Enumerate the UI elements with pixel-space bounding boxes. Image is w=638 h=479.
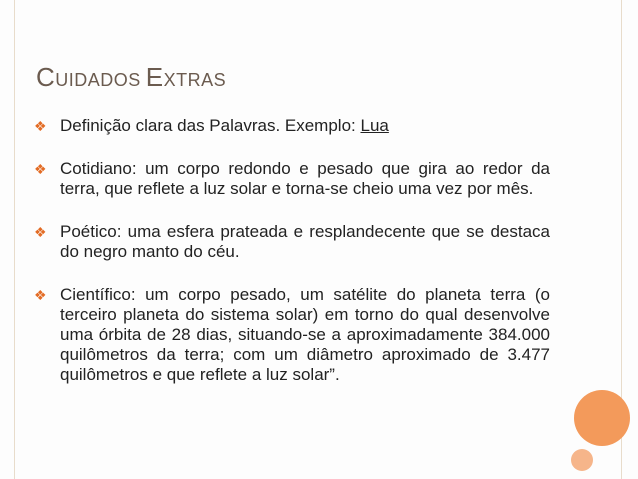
title-rest-1: UIDADOS: [55, 70, 141, 90]
bullet-text: Científico: um corpo pesado, um satélite do planeta terra (o terceiro planeta do sistema solar) em torno do qual desenvolve uma órbita de 28 dias, situando-se a aproximadamente 384.000 quilômetros da terra; com um diâmetro aproximado de 3.477 quilômetros e que reflete a luz solar”.: [60, 285, 550, 384]
title-initial-1: C: [36, 62, 56, 92]
bullet-item-cientifico: [34, 285, 550, 385]
decorative-orb-small: [571, 449, 593, 471]
bullet-text: Cotidiano: um corpo redondo e pesado que gira ao redor da terra, que reflete a luz solar e torna-se cheio uma vez por mês.: [60, 159, 550, 198]
bullet-marker-icon: ❖: [34, 287, 47, 303]
title-initial-2: E: [145, 62, 164, 92]
title-rest-2: XTRAS: [163, 70, 227, 90]
bullet-marker-icon: ❖: [34, 224, 47, 240]
bullet-text: Definição clara das Palavras. Exemplo:: [60, 116, 361, 135]
bullet-item-cotidiano: [34, 159, 550, 199]
link-lua[interactable]: Lua: [360, 116, 389, 135]
bullet-marker-icon: ❖: [34, 161, 47, 177]
bullet-item-definicao: [34, 116, 550, 136]
bullet-marker-icon: ❖: [34, 118, 47, 134]
bullet-text: Poético: uma esfera prateada e resplandecente que se destaca do negro manto do céu.: [60, 222, 550, 261]
bullet-item-poetico: [34, 222, 550, 262]
bullet-list: [34, 116, 550, 408]
decorative-orb-large: [574, 390, 630, 446]
slide-title: [36, 62, 226, 93]
